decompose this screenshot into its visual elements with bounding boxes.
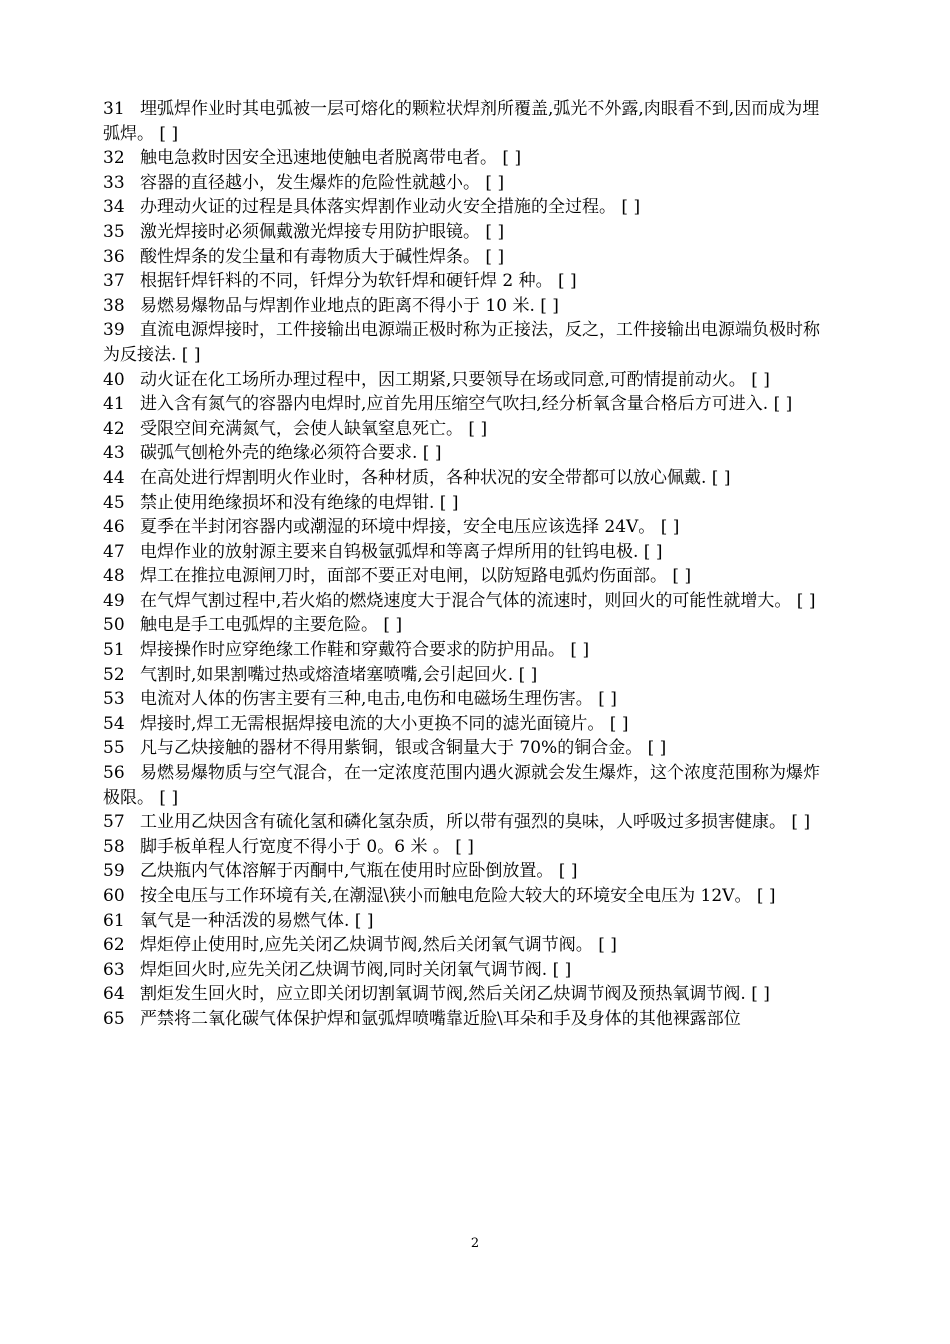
question-item bbox=[103, 613, 825, 638]
question-number: 49 bbox=[103, 590, 125, 611]
page-number: 2 bbox=[470, 1236, 480, 1251]
question-text: 脚手板单程人行宽度不得小于 0。6 米 。 [ ] bbox=[140, 836, 474, 857]
question-text: 严禁将二氧化碳气体保护焊和氩弧焊喷嘴靠近脸\耳朵和手及身体的其他裸露部位 bbox=[140, 1008, 741, 1029]
question-number: 57 bbox=[103, 812, 125, 833]
question-text: 工业用乙炔因含有硫化氢和磷化氢杂质，所以带有强烈的臭味，人呼吸过多损害健康。 [ ] bbox=[140, 812, 811, 833]
question-text: 在气焊气割过程中,若火焰的燃烧速度大于混合气体的流速时，则回火的可能性就增大。 [ ] bbox=[140, 590, 816, 611]
question-number: 50 bbox=[103, 615, 125, 636]
question-number: 32 bbox=[103, 148, 125, 169]
question-text: 动火证在化工场所办理过程中，因工期紧,只要领导在场或同意,可酌情提前动火。 [ ] bbox=[140, 369, 770, 390]
question-item bbox=[103, 909, 825, 934]
question-text: 受限空间充满氮气，会使人缺氧窒息死亡。 [ ] bbox=[140, 418, 488, 439]
question-item bbox=[103, 146, 825, 171]
question-item bbox=[103, 318, 825, 367]
question-text: 容器的直径越小，发生爆炸的危险性就越小。 [ ] bbox=[140, 172, 505, 193]
question-item bbox=[103, 195, 825, 220]
question-number: 59 bbox=[103, 861, 125, 882]
question-number: 44 bbox=[103, 467, 125, 488]
question-item bbox=[103, 392, 825, 417]
question-item bbox=[103, 589, 825, 614]
question-item bbox=[103, 294, 825, 319]
question-text: 易燃易爆物质与空气混合，在一定浓度范围内遇火源就会发生爆炸，这个浓度范围称为爆炸极限。 [ ] bbox=[103, 763, 820, 808]
question-item bbox=[103, 368, 825, 393]
question-number: 56 bbox=[103, 763, 125, 784]
question-item bbox=[103, 810, 825, 835]
question-item bbox=[103, 491, 825, 516]
question-list bbox=[103, 97, 825, 1032]
question-number: 35 bbox=[103, 221, 125, 242]
question-text: 办理动火证的过程是具体落实焊割作业动火安全措施的全过程。 [ ] bbox=[140, 197, 641, 218]
question-number: 46 bbox=[103, 517, 125, 538]
question-item bbox=[103, 245, 825, 270]
question-number: 52 bbox=[103, 664, 125, 685]
question-text: 焊炬停止使用时,应先关闭乙炔调节阀,然后关闭氧气调节阀。 [ ] bbox=[140, 935, 617, 956]
question-item bbox=[103, 958, 825, 983]
question-text: 直流电源焊接时，工件接输出电源端正极时称为正接法，反之，工件接输出电源端负极时称为反接法. [ ] bbox=[103, 320, 820, 365]
question-number: 31 bbox=[103, 99, 125, 119]
question-item bbox=[103, 1007, 825, 1032]
question-number: 36 bbox=[103, 246, 125, 267]
question-text: 在高处进行焊割明火作业时，各种材质，各种状况的安全带都可以放心佩戴. [ ] bbox=[140, 467, 731, 488]
question-text: 气割时,如果割嘴过热或熔渣堵塞喷嘴,会引起回火. [ ] bbox=[140, 664, 538, 685]
question-item bbox=[103, 466, 825, 491]
question-item bbox=[103, 564, 825, 589]
question-item bbox=[103, 220, 825, 245]
question-text: 电焊作业的放射源主要来自钨极氩弧焊和等离子焊所用的钍钨电极. [ ] bbox=[140, 541, 663, 562]
question-number: 43 bbox=[103, 443, 125, 464]
question-item bbox=[103, 638, 825, 663]
question-text: 焊工在推拉电源闸刀时，面部不要正对电闸，以防短路电弧灼伤面部。 [ ] bbox=[140, 566, 692, 587]
question-number: 63 bbox=[103, 959, 125, 980]
question-text: 割炬发生回火时，应立即关闭切割氧调节阀,然后关闭乙炔调节阀及预热氧调节阀. [ ] bbox=[140, 984, 770, 1005]
question-item bbox=[103, 687, 825, 712]
question-text: 激光焊接时必须佩戴激光焊接专用防护眼镜。 [ ] bbox=[140, 221, 505, 242]
question-text: 乙炔瓶内气体溶解于丙酮中,气瓶在使用时应卧倒放置。 [ ] bbox=[140, 861, 578, 882]
question-item bbox=[103, 712, 825, 737]
question-item bbox=[103, 540, 825, 565]
question-item bbox=[103, 269, 825, 294]
question-text: 氧气是一种活泼的易燃气体. [ ] bbox=[140, 910, 374, 931]
question-item bbox=[103, 835, 825, 860]
question-text: 触电急救时因安全迅速地使触电者脱离带电者。 [ ] bbox=[140, 148, 522, 169]
question-number: 62 bbox=[103, 935, 125, 956]
question-item bbox=[103, 171, 825, 196]
question-text: 根据钎焊钎料的不同，钎焊分为软钎焊和硬钎焊 2 种。 [ ] bbox=[140, 271, 577, 292]
question-item bbox=[103, 417, 825, 442]
question-number: 37 bbox=[103, 271, 125, 292]
question-text: 进入含有氮气的容器内电焊时,应首先用压缩空气吹扫,经分析氧含量合格后方可进入. [ ] bbox=[140, 394, 793, 415]
question-number: 34 bbox=[103, 197, 125, 218]
question-text: 夏季在半封闭容器内或潮湿的环境中焊接，安全电压应该选择 24V。 [ ] bbox=[140, 517, 680, 538]
question-item bbox=[103, 884, 825, 909]
question-number: 64 bbox=[103, 984, 125, 1005]
question-text: 碳弧气刨枪外壳的绝缘必须符合要求. [ ] bbox=[140, 443, 442, 464]
question-text: 易燃易爆物品与焊割作业地点的距离不得小于 10 米. [ ] bbox=[140, 295, 559, 316]
question-number: 48 bbox=[103, 566, 125, 587]
question-text: 按全电压与工作环境有关,在潮湿\狭小而触电危险大较大的环境安全电压为 12V。 [ ] bbox=[140, 886, 776, 906]
question-number: 60 bbox=[103, 886, 125, 906]
question-number: 65 bbox=[103, 1008, 125, 1029]
question-number: 58 bbox=[103, 836, 125, 857]
question-number: 55 bbox=[103, 738, 125, 759]
question-number: 38 bbox=[103, 295, 125, 316]
question-text: 禁止使用绝缘损坏和没有绝缘的电焊钳. [ ] bbox=[140, 492, 459, 513]
question-item bbox=[103, 933, 825, 958]
question-item bbox=[103, 761, 825, 810]
question-number: 51 bbox=[103, 640, 125, 661]
question-item bbox=[103, 982, 825, 1007]
question-number: 42 bbox=[103, 418, 125, 439]
question-number: 41 bbox=[103, 394, 125, 415]
question-item bbox=[103, 515, 825, 540]
question-text: 焊接操作时应穿绝缘工作鞋和穿戴符合要求的防护用品。 [ ] bbox=[140, 640, 590, 661]
question-text: 埋弧焊作业时其电弧被一层可熔化的颗粒状焊剂所覆盖,弧光不外露,肉眼看不到,因而成为埋弧焊。 [ ] bbox=[103, 99, 820, 144]
question-text: 酸性焊条的发尘量和有毒物质大于碱性焊条。 [ ] bbox=[140, 246, 505, 267]
question-text: 触电是手工电弧焊的主要危险。 [ ] bbox=[140, 615, 403, 636]
question-item bbox=[103, 663, 825, 688]
question-item bbox=[103, 97, 825, 146]
question-text: 焊炬回火时,应先关闭乙炔调节阀,同时关闭氧气调节阀. [ ] bbox=[140, 959, 572, 980]
question-number: 40 bbox=[103, 369, 125, 390]
question-number: 47 bbox=[103, 541, 125, 562]
question-item bbox=[103, 859, 825, 884]
question-number: 45 bbox=[103, 492, 125, 513]
question-number: 33 bbox=[103, 172, 125, 193]
question-number: 54 bbox=[103, 713, 125, 734]
question-text: 电流对人体的伤害主要有三种,电击,电伤和电磁场生理伤害。 [ ] bbox=[140, 689, 617, 710]
question-number: 39 bbox=[103, 320, 125, 341]
question-text: 焊接时,焊工无需根据焊接电流的大小更换不同的滤光面镜片。 [ ] bbox=[140, 713, 629, 734]
question-item bbox=[103, 441, 825, 466]
question-number: 53 bbox=[103, 689, 125, 710]
question-number: 61 bbox=[103, 910, 125, 931]
question-text: 凡与乙炔接触的器材不得用紫铜，银或含铜量大于 70%的铜合金。 [ ] bbox=[140, 738, 667, 759]
question-item bbox=[103, 736, 825, 761]
